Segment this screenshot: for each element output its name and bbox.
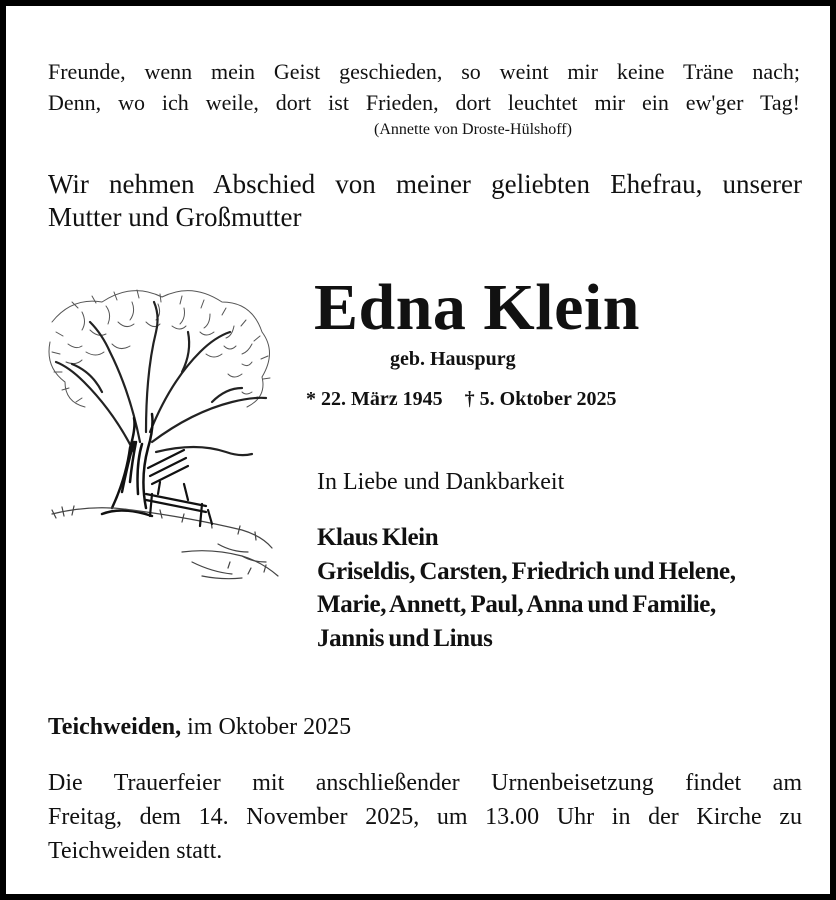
life-dates — [306, 386, 617, 412]
poem-quote — [48, 56, 800, 141]
service-line-1: Die Trauerfeier mit anschließender Urnenbeisetzung findet am — [48, 770, 802, 796]
poem-line-2: Denn, wo ich weile, dort ist Frieden, dort leuchtet mir ein ew'ger Tag! — [48, 90, 800, 115]
family-line: Griseldis, Carsten, Friedrich und Helene, — [317, 557, 736, 585]
maiden-name: geb. Hauspurg — [390, 348, 516, 370]
dedication-text: In Liebe und Dankbarkeit — [317, 469, 565, 495]
place-town: Teichweiden, — [48, 714, 182, 740]
poem-line-1: Freunde, wenn mein Geist geschieden, so weint mir keine Träne nach; — [48, 59, 800, 84]
service-notice — [48, 766, 802, 868]
family-line: Jannis und Linus — [317, 624, 493, 652]
deceased-name: Edna Klein — [314, 271, 640, 344]
intro-line-1: Wir nehmen Abschied von meiner geliebten Ehefrau, unserer — [48, 169, 802, 199]
service-line-3: Teichweiden statt. — [48, 838, 223, 864]
place-month: im Oktober 2025 — [187, 714, 352, 740]
tree-with-bench-icon — [42, 282, 286, 586]
intro-line-2: Mutter und Großmutter — [48, 202, 302, 232]
birth-date: * 22. März 1945 — [306, 388, 443, 410]
family-line: Klaus Klein — [317, 524, 439, 551]
family-line: Marie, Annett, Paul, Anna und Familie, — [317, 591, 716, 618]
death-date: † 5. Oktober 2025 — [464, 388, 617, 410]
intro-text — [48, 168, 802, 234]
place-date — [48, 711, 351, 743]
family-list — [317, 521, 736, 655]
poem-author: (Annette von Droste-Hülshoff) — [374, 121, 572, 138]
service-line-2: Freitag, dem 14. November 2025, um 13.00 Uhr in der Kirche zu — [48, 804, 802, 830]
